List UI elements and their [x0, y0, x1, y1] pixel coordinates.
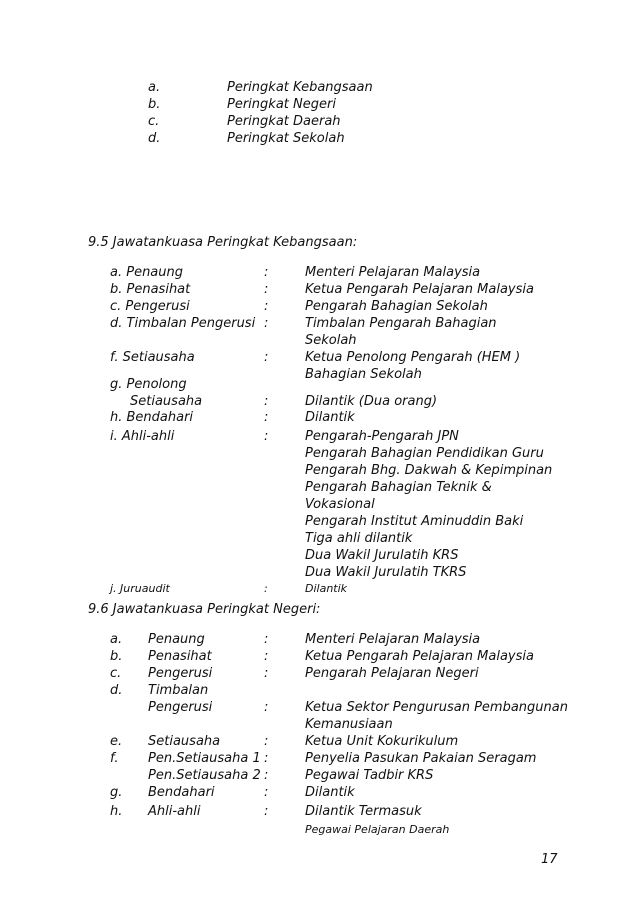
role-label: Ahli-ahli — [148, 804, 201, 819]
role-value: Dilantik Termasuk — [305, 804, 422, 819]
colon: : — [264, 410, 269, 425]
role-value: Pengarah Pelajaran Negeri — [305, 666, 479, 681]
colon: : — [264, 299, 269, 314]
role-letter: h. — [110, 804, 123, 819]
role-value: Dilantik — [305, 582, 348, 595]
role-value: Dilantik — [305, 410, 355, 425]
role-value: Ketua Pengarah Pelajaran Malaysia — [305, 649, 534, 664]
role-label: Pengerusi — [148, 666, 213, 681]
colon: : — [264, 666, 269, 681]
role-label: h. Bendahari — [110, 410, 194, 425]
role-label: Penaung — [148, 632, 205, 647]
role-value: Bahagian Sekolah — [305, 367, 422, 382]
role-label: c. Pengerusi — [110, 299, 190, 314]
colon: : — [264, 649, 269, 664]
level-text: Peringkat Kebangsaan — [227, 80, 373, 95]
level-text: Peringkat Sekolah — [227, 131, 345, 146]
colon: : — [264, 282, 269, 297]
role-letter: d. — [110, 683, 123, 698]
colon: : — [264, 700, 269, 715]
role-label: f. Setiausaha — [110, 350, 195, 365]
colon: : — [264, 265, 269, 280]
colon: : — [264, 785, 269, 800]
role-letter: f. — [110, 751, 119, 766]
colon: : — [264, 582, 268, 595]
role-value: Ketua Penolong Pengarah (HEM ) — [305, 350, 521, 365]
role-value: Pegawai Pelajaran Daerah — [305, 823, 450, 836]
level-letter: d. — [148, 131, 161, 146]
role-value: Pegawai Tadbir KRS — [305, 768, 434, 783]
level-letter: a. — [148, 80, 161, 95]
colon: : — [264, 429, 269, 444]
role-label-cont: Pengerusi — [148, 700, 213, 715]
role-label: g. Penolong — [110, 377, 187, 392]
role-value: Pengarah Bahagian Pendidikan Guru — [305, 446, 544, 461]
role-value: Penyelia Pasukan Pakaian Seragam — [305, 751, 537, 766]
role-value: Ketua Pengarah Pelajaran Malaysia — [305, 282, 534, 297]
colon: : — [264, 632, 269, 647]
level-text: Peringkat Daerah — [227, 114, 341, 129]
role-letter: a. — [110, 632, 123, 647]
colon: : — [264, 394, 269, 409]
role-value: Ketua Unit Kokurikulum — [305, 734, 459, 749]
role-label: j. Juruaudit — [110, 582, 170, 595]
role-value: Pengarah Bahagian Sekolah — [305, 299, 488, 314]
role-label: Bendahari — [148, 785, 215, 800]
role-value: Dua Wakil Jurulatih KRS — [305, 548, 459, 563]
role-value: Kemanusiaan — [305, 717, 393, 732]
role-value: Pengarah-Pengarah JPN — [305, 429, 459, 444]
role-value: Pengarah Institut Aminuddin Baki — [305, 514, 524, 529]
role-value: Dilantik (Dua orang) — [305, 394, 438, 409]
role-label: d. Timbalan Pengerusi — [110, 316, 256, 331]
role-label: Pen.Setiausaha 1 — [148, 751, 261, 766]
colon: : — [264, 804, 269, 819]
colon: : — [264, 350, 269, 365]
role-letter: b. — [110, 649, 123, 664]
colon: : — [264, 768, 269, 783]
section-96-title: 9.6 Jawatankuasa Peringkat Negeri: — [88, 602, 321, 617]
level-letter: b. — [148, 97, 161, 112]
role-value: Pengarah Bahagian Teknik & — [305, 480, 492, 495]
section-95-title: 9.5 Jawatankuasa Peringkat Kebangsaan: — [88, 235, 358, 250]
role-letter: g. — [110, 785, 123, 800]
colon: : — [264, 316, 269, 331]
role-value: Dilantik — [305, 785, 355, 800]
role-letter: e. — [110, 734, 123, 749]
role-value: Menteri Pelajaran Malaysia — [305, 265, 481, 280]
colon: : — [264, 734, 269, 749]
role-label: a. Penaung — [110, 265, 184, 280]
role-value: Vokasional — [305, 497, 375, 512]
role-value: Dua Wakil Jurulatih TKRS — [305, 565, 467, 580]
level-letter: c. — [148, 114, 160, 129]
role-label: b. Penasihat — [110, 282, 191, 297]
role-label: Setiausaha — [148, 734, 221, 749]
role-value: Ketua Sektor Pengurusan Pembangunan — [305, 700, 568, 715]
role-letter: c. — [110, 666, 122, 681]
role-value: Tiga ahli dilantik — [305, 531, 413, 546]
level-text: Peringkat Negeri — [227, 97, 336, 112]
role-label: Pen.Setiausaha 2 — [148, 768, 261, 783]
role-label: Penasihat — [148, 649, 212, 664]
role-label: Timbalan — [148, 683, 209, 698]
role-label-cont: Setiausaha — [130, 394, 203, 409]
role-label: i. Ahli-ahli — [110, 429, 175, 444]
role-value: Sekolah — [305, 333, 357, 348]
colon: : — [264, 751, 269, 766]
role-value: Pengarah Bhg. Dakwah & Kepimpinan — [305, 463, 553, 478]
role-value: Timbalan Pengarah Bahagian — [305, 316, 497, 331]
role-value: Menteri Pelajaran Malaysia — [305, 632, 481, 647]
page-number: 17 — [541, 852, 558, 867]
